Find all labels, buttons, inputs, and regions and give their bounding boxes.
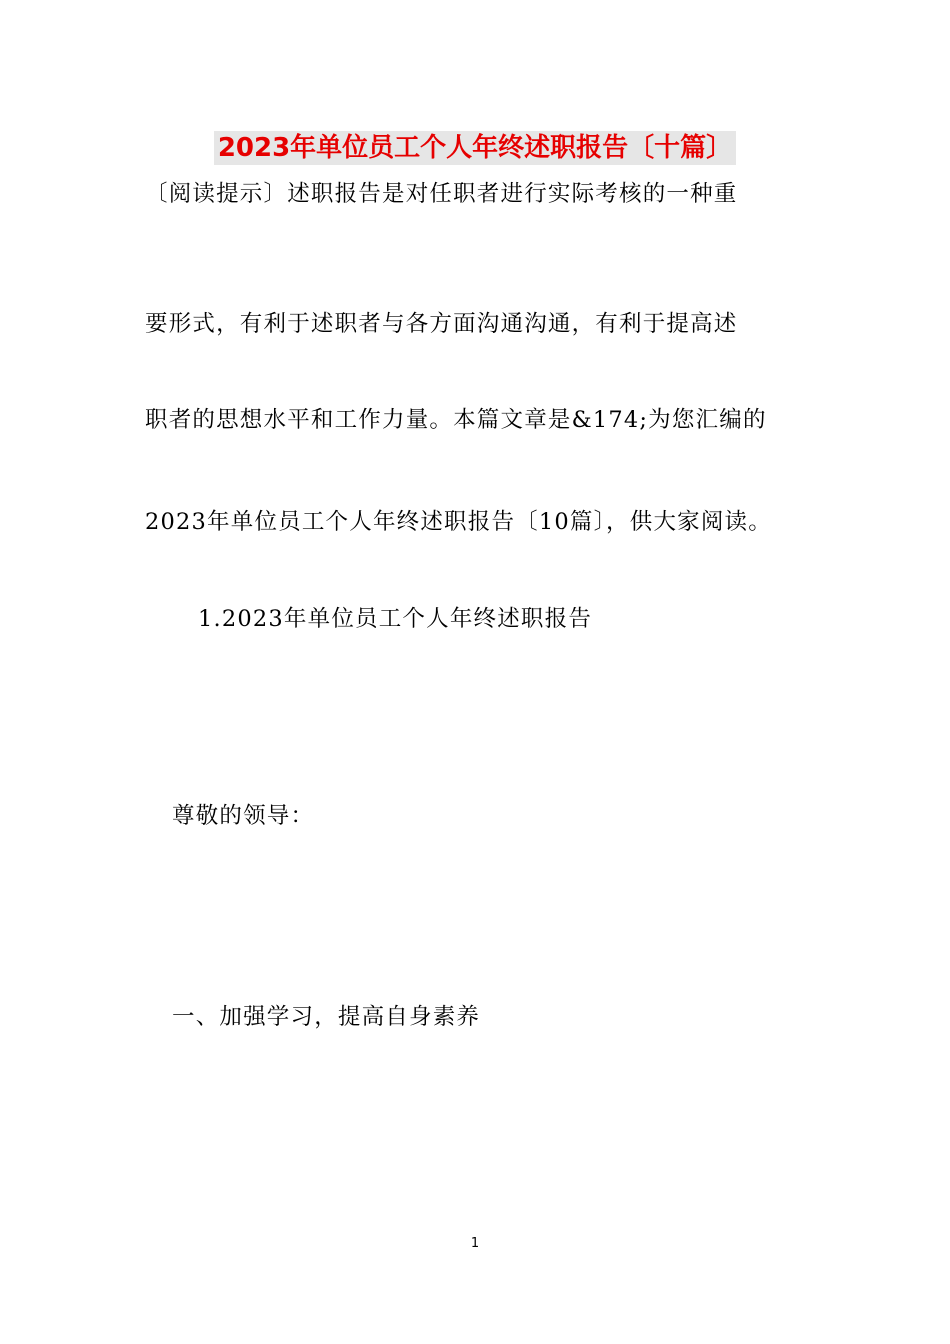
page-number: 1 [470, 1236, 480, 1251]
section-item: 1.2023年单位员工个人年终述职报告 [198, 606, 593, 632]
document-title [0, 128, 950, 168]
document-title-text: 2023年单位员工个人年终述职报告〔十篇〕 [214, 131, 736, 165]
intro-line-4: 2023年单位员工个人年终述职报告〔10篇〕，供大家阅读。 [145, 509, 772, 535]
section-heading: 一、加强学习，提高自身素养 [172, 1004, 481, 1030]
intro-line-2: 要形式，有利于述职者与各方面沟通沟通，有利于提高述 [145, 311, 738, 337]
intro-line-1: 〔阅读提示〕述职报告是对任职者进行实际考核的一种重 [145, 181, 738, 207]
salutation: 尊敬的领导： [172, 803, 315, 829]
intro-line-3: 职者的思想水平和工作力量。本篇文章是&174;为您汇编的 [145, 407, 767, 433]
